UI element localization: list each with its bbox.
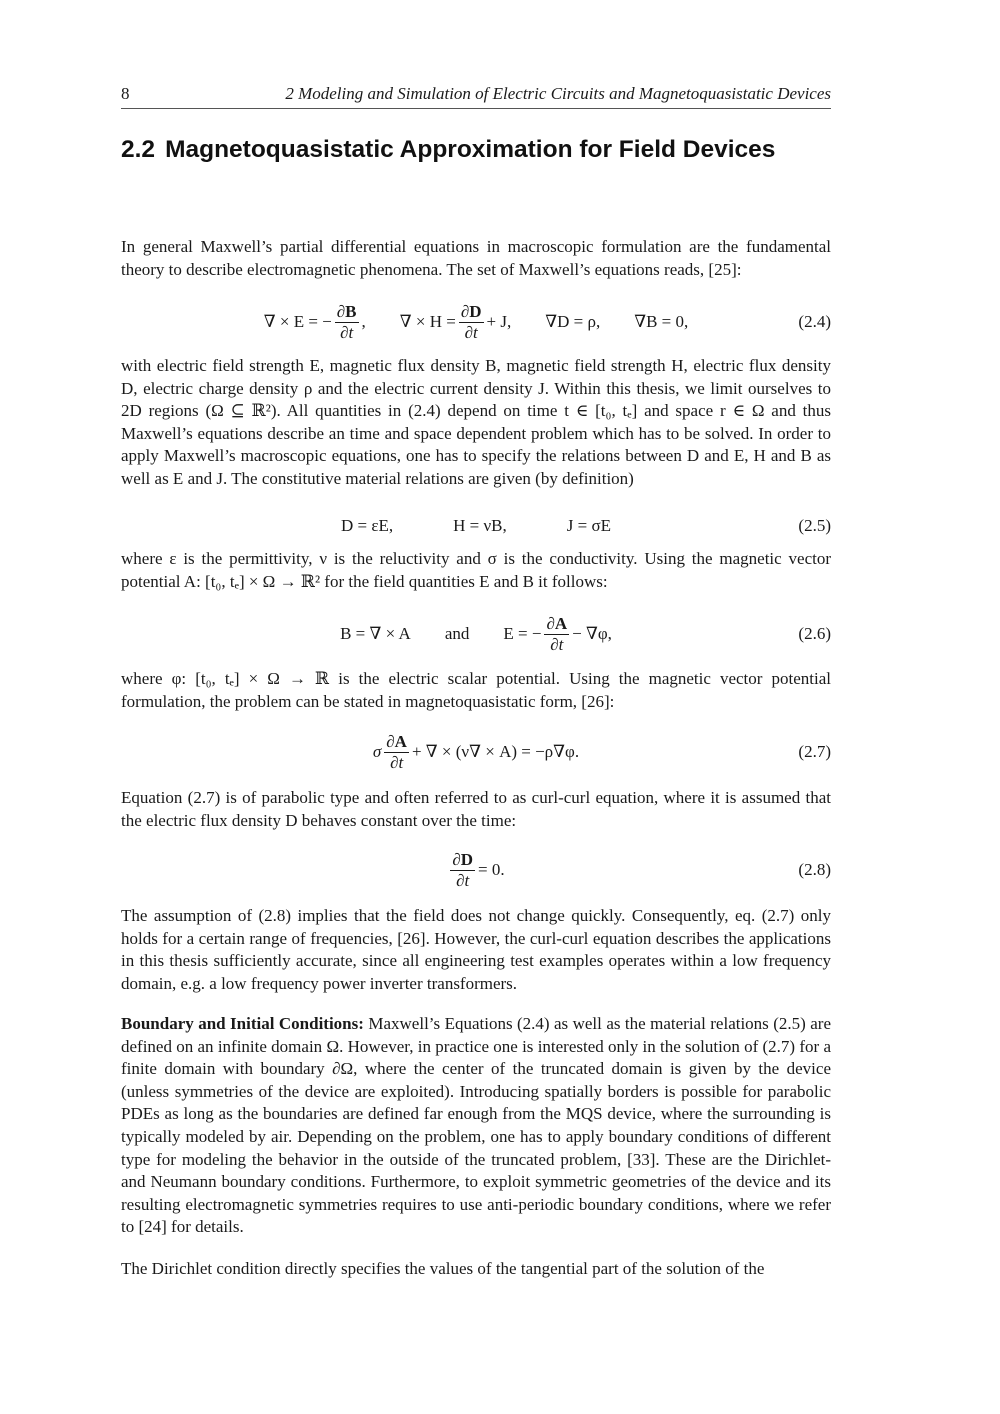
- equation-body: [121, 722, 831, 782]
- numerator: ∂A: [546, 613, 568, 633]
- eq-term: + J,: [486, 312, 512, 331]
- section-heading: [121, 136, 775, 164]
- eq-term: ∇D = ρ,: [545, 312, 601, 331]
- paragraph-boundary-conditions: [121, 1013, 831, 1239]
- equation-2-7: [121, 722, 831, 782]
- eq-term: D = εE,: [340, 516, 394, 535]
- denominator: ∂t: [464, 322, 478, 342]
- paragraph-dirichlet: The Dirichlet condition directly specifies the values of the tangential part of the solution of the: [121, 1259, 765, 1278]
- eq-term: ∇B = 0,: [634, 312, 689, 331]
- equation-2-8: [121, 840, 831, 900]
- fraction: [335, 302, 359, 343]
- running-title: 2 Modeling and Simulation of Electric Circuits and Magnetoquasistatic Devices: [285, 84, 831, 103]
- denominator: ∂t: [456, 870, 470, 890]
- equation-body: [121, 292, 831, 352]
- eq-term: H = νB,: [453, 516, 507, 535]
- running-header: [121, 84, 831, 109]
- equation-number: (2.7): [798, 742, 831, 761]
- equation-2-5: [121, 496, 831, 556]
- numerator: ∂A: [386, 731, 407, 751]
- eq-term: σ: [372, 742, 382, 761]
- fraction: [459, 302, 484, 343]
- eq-term: B = ∇ × A: [340, 624, 411, 643]
- equation-2-4: [121, 292, 831, 352]
- equation-number: (2.4): [798, 312, 831, 331]
- paragraph-scalar-potential: where φ: [t₀, tₑ] × Ω → ℝ is the electric scalar potential. Using the magnetic vector potential formulation, the problem can be stated in magnetoquasistatic form, [26]:: [121, 669, 831, 711]
- section-number: 2.2: [121, 136, 156, 163]
- eq-term: J = σE: [566, 516, 612, 535]
- equation-number: (2.8): [798, 860, 831, 879]
- equation-body: [121, 496, 831, 556]
- eq-term: − ∇φ,: [572, 624, 612, 643]
- section-title: Magnetoquasistatic Approximation for Field Devices: [165, 136, 776, 163]
- fraction: [384, 732, 409, 773]
- numerator: ∂D: [460, 301, 482, 321]
- eq-term: = 0.: [478, 860, 505, 879]
- equation-number: (2.5): [798, 516, 831, 535]
- page-number: 8: [121, 84, 130, 103]
- paragraph-material: where ε is the permittivity, ν is the reluctivity and σ is the conductivity. Using the magnetic vector potential A: [t₀, tₑ] × Ω → ℝ² for the field quantities E and B it follows:: [121, 549, 831, 591]
- equation-body: [121, 840, 831, 900]
- eq-term: ∇ × H =: [399, 312, 456, 331]
- fraction: [450, 850, 475, 891]
- equation-body: [121, 604, 831, 664]
- eq-term: E = −: [503, 624, 542, 643]
- numerator: ∂B: [336, 301, 357, 321]
- fraction: [544, 614, 569, 655]
- paragraph-assumption: The assumption of (2.8) implies that the field does not change quickly. Consequently, eq. (2.7) only holds for a certain range of frequencies, [26]. However, the curl-curl equation describes the applications in this thesis sufficiently accurate, since all engineering test examples operates within a low frequency domain, e.g. a low frequency power inverter transformers.: [121, 906, 831, 993]
- denominator: ∂t: [550, 634, 564, 654]
- eq-term: + ∇ × (ν∇ × A) = −ρ∇φ.: [411, 742, 580, 761]
- denominator: ∂t: [340, 322, 354, 342]
- paragraph-body: Maxwell’s Equations (2.4) as well as the material relations (2.5) are defined on an infinite domain Ω. However, in practice one is interested only in the solution of (2.7) for a finite domain with boundary ∂Ω, where the center of the truncated domain is given by the device (unless symmetries of the device are exploited). Introducing spatially borders is possible for parabolic PDEs as long as the boundaries are defined far enough from the MQS device, where the surrounding is typically modeled by air. Depending on the problem, one has to apply boundary conditions of different type for modeling the behavior in the outside of the truncated problem, [33]. These are the Dirichlet- and Neumann boundary conditions. Furthermore, to exploit symmetric geometries of the device and its resulting electromagnetic symmetries requires to use anti-periodic boundary conditions, where we refer to [24] for details.: [121, 1014, 831, 1237]
- numerator: ∂D: [452, 849, 474, 869]
- paragraph-intro: In general Maxwell’s partial differential equations in macroscopic formulation are the fundamental theory to describe electromagnetic phenomena. The set of Maxwell’s equations reads, [25]:: [121, 237, 831, 279]
- eq-term: ∇ × E = −: [263, 312, 332, 331]
- eq-connector: and: [444, 624, 470, 643]
- eq-term: ,: [361, 312, 366, 331]
- equation-2-6: [121, 604, 831, 664]
- equation-number: (2.6): [798, 624, 831, 643]
- paragraph-lead: Boundary and Initial Conditions:: [121, 1014, 364, 1033]
- denominator: ∂t: [390, 752, 404, 772]
- paragraph-curl-curl: Equation (2.7) is of parabolic type and often referred to as curl-curl equation, where it is assumed that the electric flux density D behaves constant over the time:: [121, 788, 831, 830]
- paragraph-definitions: with electric field strength E, magnetic flux density B, magnetic field strength H, electric flux density D, electric charge density ρ and the electric current density J. Within this thesis, we limit ourselves to 2D regions (Ω ⊆ ℝ²). All quantities in (2.4) depend on time t ∈ [t₀, tₑ] and space r ∈ Ω and thus Maxwell’s equations describe an time and space dependent problem which has to be solved. In order to apply Maxwell’s macroscopic equations, one has to specify the relations between D and E, H and B as well as E and J. The constitutive material relations are given (by definition): [121, 356, 831, 488]
